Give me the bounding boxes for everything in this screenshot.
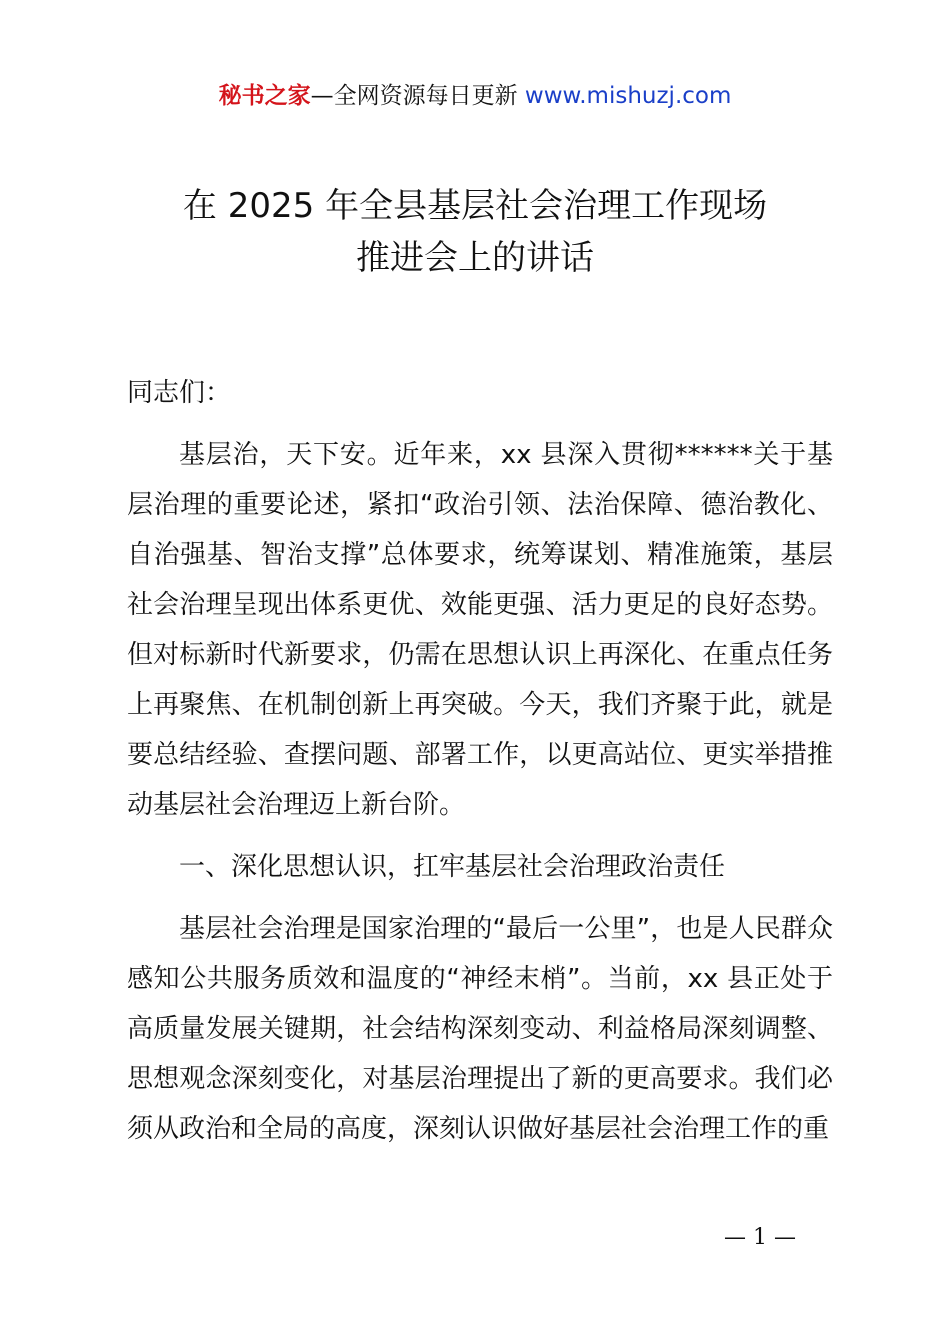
banner-brand: 秘书之家 xyxy=(218,83,311,109)
section-heading: 一、深化思想认识，扛牢基层社会治理政治责任 xyxy=(179,852,726,882)
title-line-1: 在 2025 年全县基层社会治理工作现场 xyxy=(182,186,768,226)
site-banner xyxy=(0,80,950,112)
body-paragraph: 基层治，天下安。近年来，xx 县深入贯彻******关于基层治理的重要论述，紧扣“政治引领、法治保障、德治教化、自治强基、智治支撑”总体要求，统筹谋划、精准施策，基层社会治理呈现出体系更优、效能更强、活力更足的良好态势。但对标新时代新要求，仍需在思想认识上再深化、在重点任务上再聚焦、在机制创新上再突破。今天，我们齐聚于此，就是要总结经验、查摆问题、部署工作，以更高站位、更实举措推动基层社会治理迈上新台阶。 xyxy=(127,440,833,820)
body-paragraph: 基层社会治理是国家治理的“最后一公里”，也是人民群众感知公共服务质效和温度的“神经末梢”。当前，xx 县正处于高质量发展关键期，社会结构深刻变动、利益格局深刻调整、思想观念深刻变化，对基层治理提出了新的更高要求。我们必须从政治和全局的高度，深刻认识做好基层社会治理工作的重 xyxy=(127,914,833,1144)
title-line-2: 推进会上的讲话 xyxy=(356,238,594,278)
banner-tagline: —全网资源每日更新 xyxy=(310,83,518,109)
page-number: — 1 — xyxy=(724,1225,796,1250)
document-body xyxy=(127,368,833,1166)
banner-url-link[interactable]: www.mishuzj.com xyxy=(524,83,732,109)
salutation: 同志们： xyxy=(127,378,232,408)
document-title xyxy=(0,180,950,284)
